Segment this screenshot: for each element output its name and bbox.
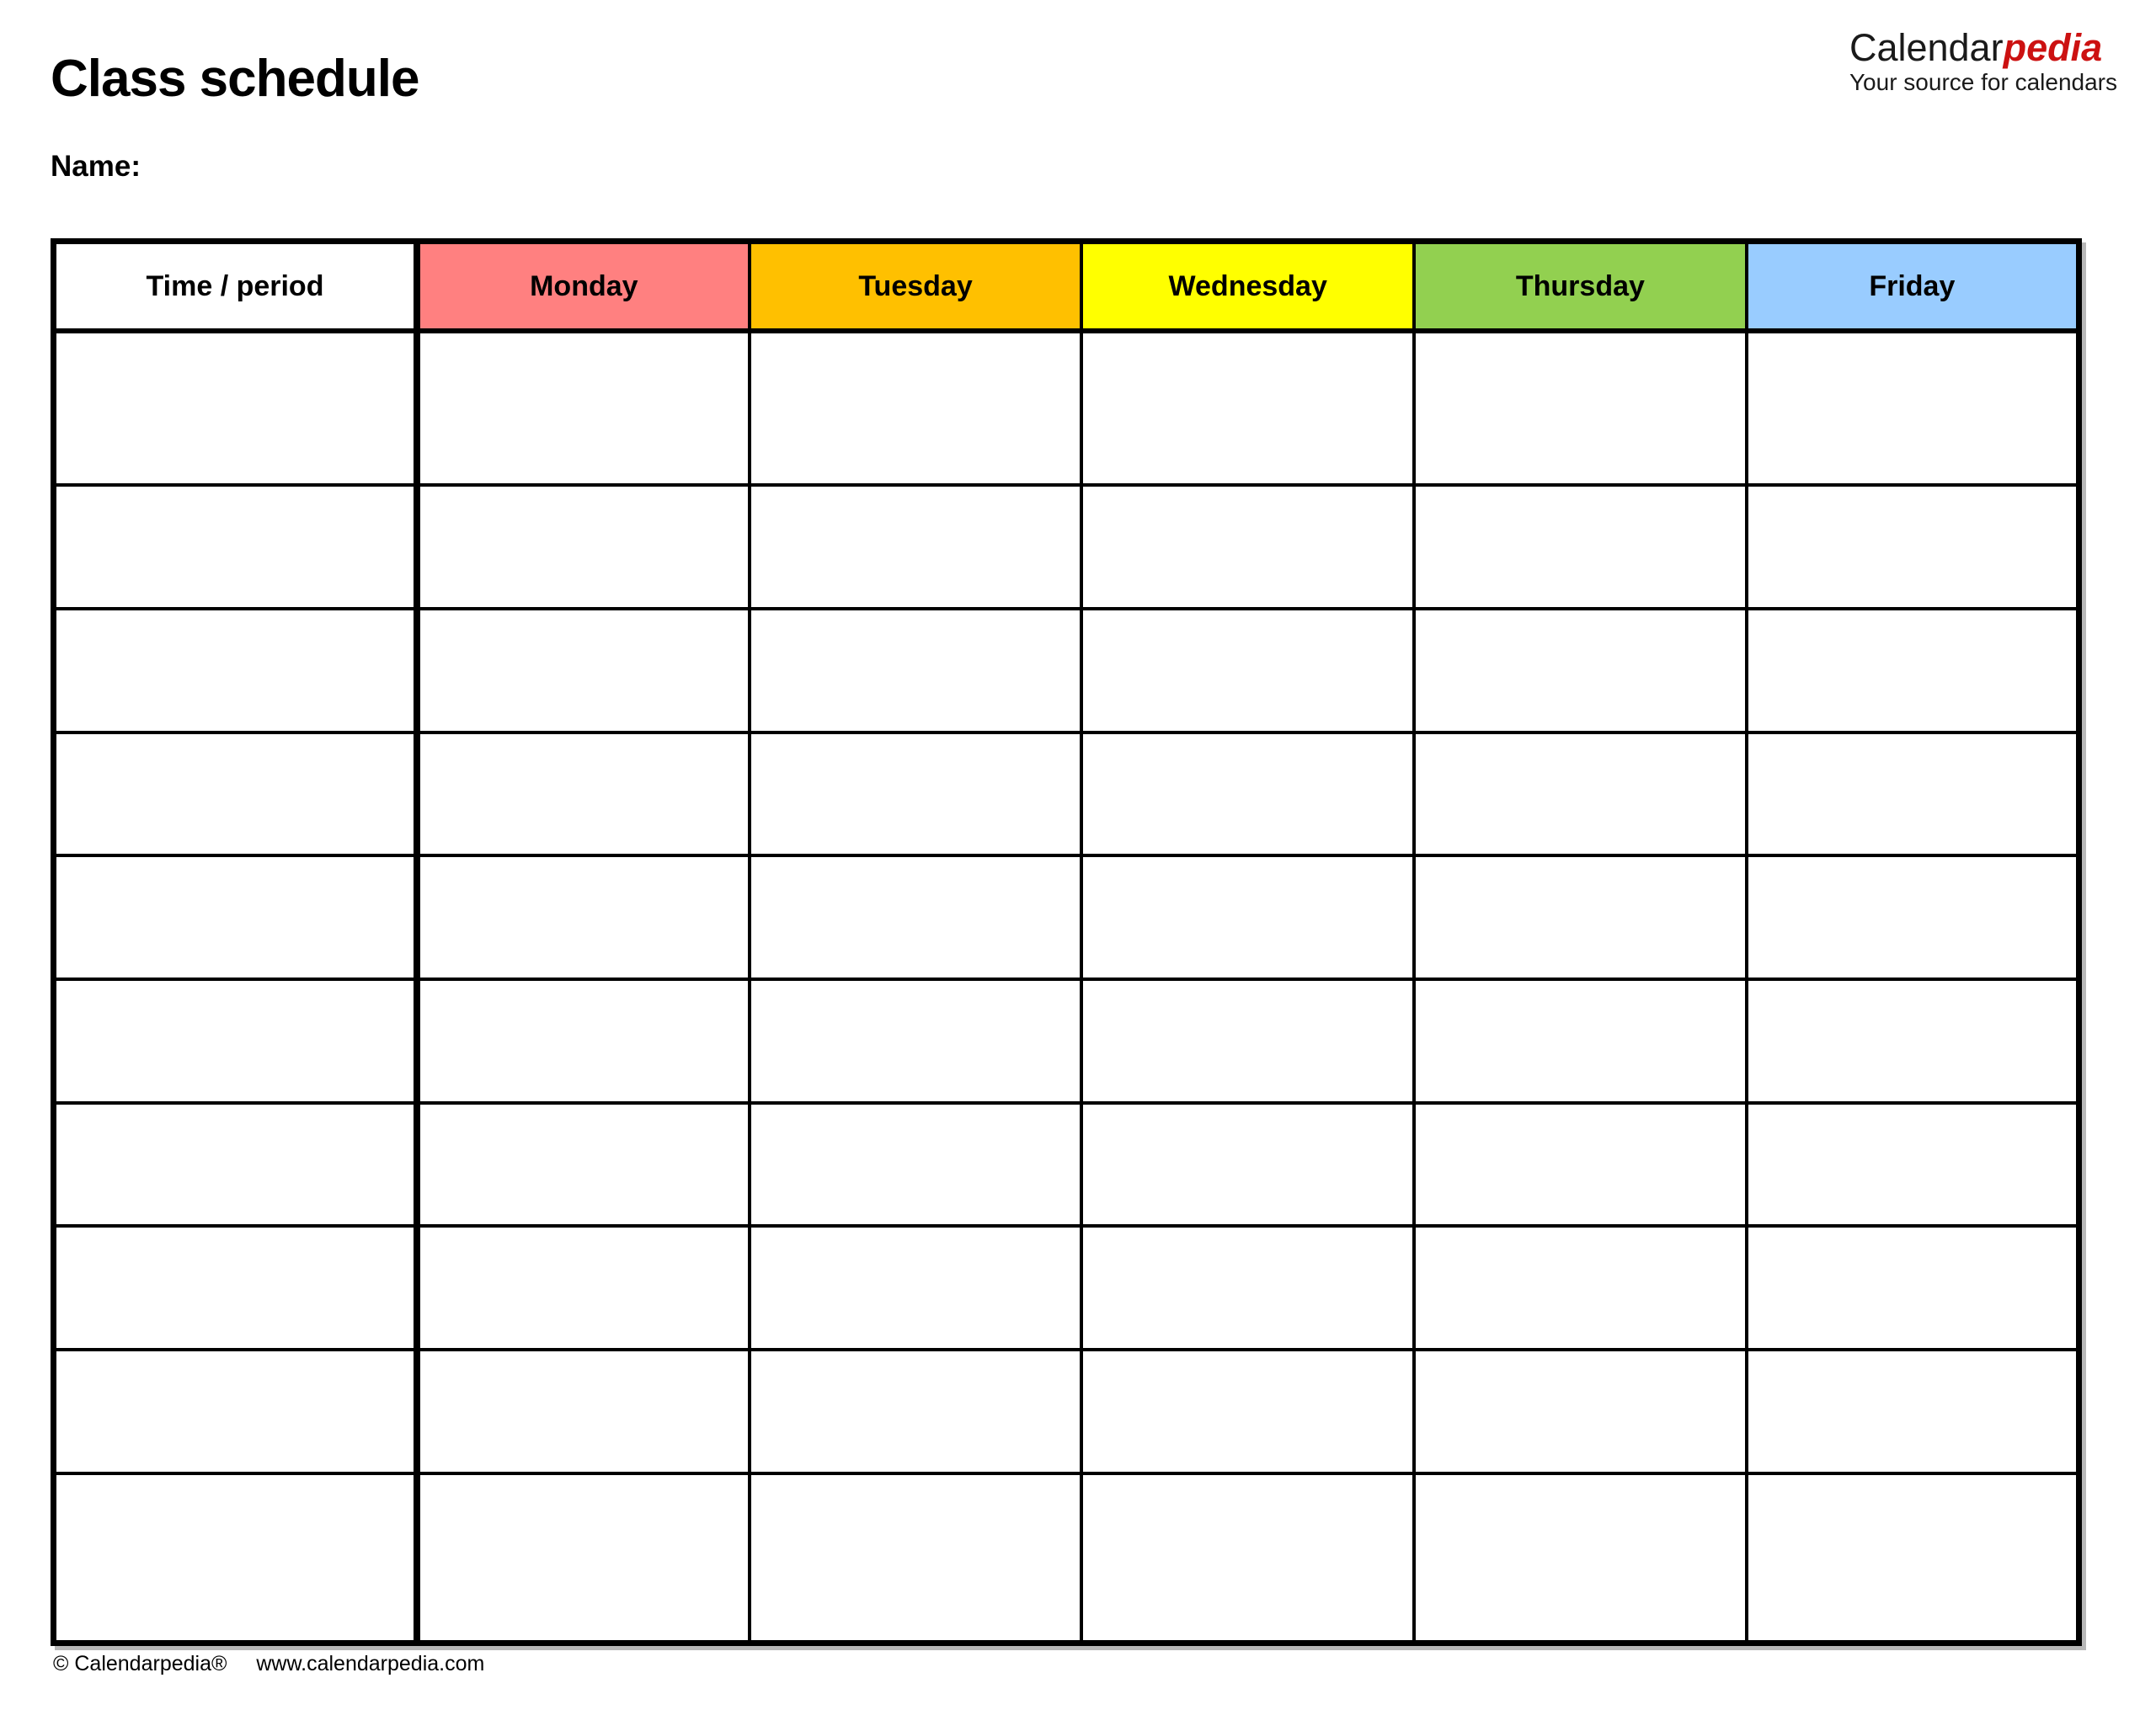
schedule-row [54,485,2079,609]
schedule-cell[interactable] [750,609,1082,732]
logo-wordmark [1849,26,2117,69]
schedule-cell[interactable] [750,485,1082,609]
schedule-cell[interactable] [1081,855,1414,979]
schedule-row [54,331,2079,485]
header-thursday: Thursday [1414,242,1747,332]
schedule-row [54,1473,2079,1643]
schedule-cell[interactable] [417,331,750,485]
schedule-cell[interactable] [1747,485,2079,609]
schedule-row [54,609,2079,732]
schedule-cell[interactable] [417,979,750,1103]
schedule-cell[interactable] [1081,485,1414,609]
schedule-cell[interactable] [417,1226,750,1350]
schedule-cell[interactable] [1747,1103,2079,1227]
schedule-cell[interactable] [1414,1350,1747,1473]
time-period-cell[interactable] [54,1226,418,1350]
schedule-cell[interactable] [1747,609,2079,732]
time-period-cell[interactable] [54,979,418,1103]
schedule-cell[interactable] [1414,855,1747,979]
header-wednesday: Wednesday [1081,242,1414,332]
schedule-cell[interactable] [1081,1103,1414,1227]
schedule-cell[interactable] [1747,1473,2079,1643]
logo-tagline: Your source for calendars [1849,69,2117,95]
schedule-header-row [54,242,2079,332]
schedule-cell[interactable] [1414,1473,1747,1643]
schedule-row [54,1226,2079,1350]
website-url: www.calendarpedia.com [256,1652,485,1675]
schedule-cell[interactable] [750,979,1082,1103]
schedule-cell[interactable] [1414,1103,1747,1227]
schedule-row [54,979,2079,1103]
time-period-cell[interactable] [54,609,418,732]
page-title: Class schedule [51,49,419,108]
schedule-cell[interactable] [750,331,1082,485]
schedule-cell[interactable] [750,1226,1082,1350]
schedule-cell[interactable] [750,855,1082,979]
copyright-text: © Calendarpedia® [53,1652,227,1675]
header-monday: Monday [417,242,750,332]
schedule-cell[interactable] [417,732,750,856]
schedule-cell[interactable] [1081,979,1414,1103]
page-footer [53,1652,484,1676]
schedule-cell[interactable] [1081,609,1414,732]
schedule-cell[interactable] [1747,732,2079,856]
schedule-row [54,732,2079,856]
schedule-cell[interactable] [1414,485,1747,609]
time-period-cell[interactable] [54,1473,418,1643]
header-time-period: Time / period [54,242,418,332]
schedule-cell[interactable] [1747,979,2079,1103]
schedule-cell[interactable] [1414,979,1747,1103]
schedule-cell[interactable] [1747,1226,2079,1350]
schedule-cell[interactable] [750,1473,1082,1643]
header-friday: Friday [1747,242,2079,332]
schedule-cell[interactable] [750,1103,1082,1227]
schedule-table [51,238,2082,1646]
schedule-cell[interactable] [1081,1473,1414,1643]
time-period-cell[interactable] [54,331,418,485]
time-period-cell[interactable] [54,855,418,979]
schedule-cell[interactable] [1414,331,1747,485]
time-period-cell[interactable] [54,485,418,609]
schedule-cell[interactable] [417,1350,750,1473]
name-label: Name: [51,150,141,183]
schedule-cell[interactable] [1747,1350,2079,1473]
schedule-cell[interactable] [750,732,1082,856]
schedule-cell[interactable] [1414,1226,1747,1350]
schedule-cell[interactable] [1081,1226,1414,1350]
calendarpedia-logo [1849,26,2117,95]
schedule-cell[interactable] [417,485,750,609]
schedule-cell[interactable] [1747,331,2079,485]
schedule-cell[interactable] [1081,331,1414,485]
time-period-cell[interactable] [54,1350,418,1473]
schedule-cell[interactable] [417,609,750,732]
schedule-cell[interactable] [1414,609,1747,732]
schedule-cell[interactable] [417,1473,750,1643]
schedule-row [54,855,2079,979]
schedule-row [54,1350,2079,1473]
schedule-cell[interactable] [1081,732,1414,856]
header-tuesday: Tuesday [750,242,1082,332]
schedule-cell[interactable] [1747,855,2079,979]
schedule-cell[interactable] [1081,1350,1414,1473]
schedule-cell[interactable] [417,1103,750,1227]
schedule-cell[interactable] [417,855,750,979]
schedule-cell[interactable] [1414,732,1747,856]
logo-text-black: Calendar [1849,26,2004,69]
time-period-cell[interactable] [54,732,418,856]
time-period-cell[interactable] [54,1103,418,1227]
logo-text-red: pedia [2003,26,2103,69]
schedule-cell[interactable] [750,1350,1082,1473]
schedule-row [54,1103,2079,1227]
